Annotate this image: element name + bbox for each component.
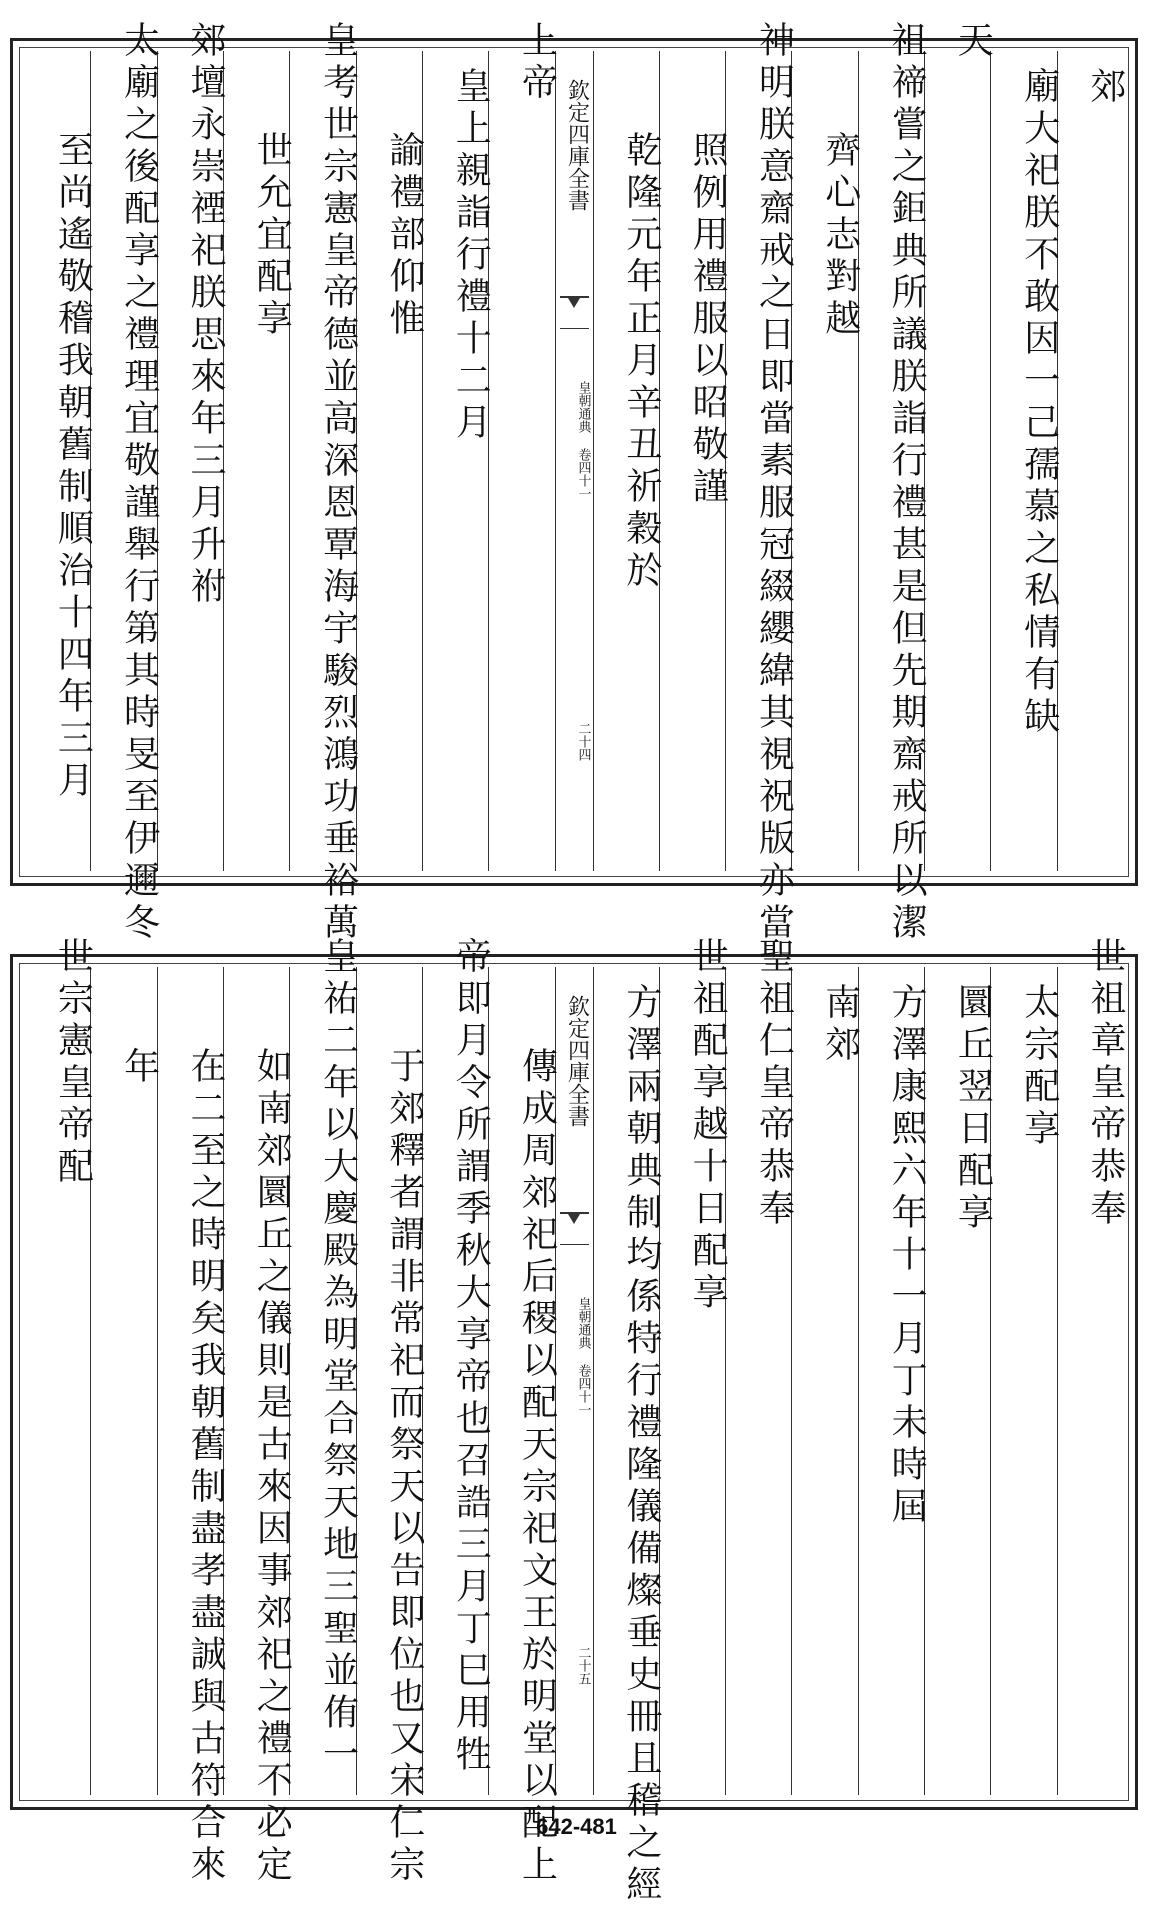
text-column: 世祖配享越十日配享 [659, 967, 725, 1795]
text-column: 諭禮部仰惟 [356, 51, 422, 871]
top-page [10, 21, 1138, 945]
text-column: 世宗憲皇帝配 [52, 937, 94, 1189]
text-column: 齊心志對越 [791, 51, 857, 871]
text-column: 于郊釋者謂非常祀而祭天以告即位也又宋仁宗 [356, 967, 422, 1795]
fishtail-mark [560, 1212, 589, 1245]
text-column: 方澤兩朝典制均係特行禮隆儀備燦垂史冊且稽之經 [593, 967, 659, 1795]
text-column: 年 [90, 967, 156, 1795]
text-column: 郊壇永崇禋祀朕思來年三月升祔 [157, 51, 223, 871]
folio-number: 二十四 [575, 722, 591, 761]
text-column: 廟大祀朕不敢因一己孺慕之私情有缺 [990, 51, 1056, 871]
text-column: 帝即月令所謂季秋大享帝也召誥三月丁巳用牲 [422, 967, 488, 1795]
text-column: 照例用禮服以昭敬謹 [659, 51, 725, 871]
page-footer-number: 642-481 [536, 1814, 617, 1839]
text-column: 乾隆元年正月辛丑祈穀於 [593, 51, 659, 871]
fold-center [555, 51, 593, 871]
fold-subtitle: 皇朝通典 卷四十一 [575, 1297, 591, 1416]
text-column: 傳成周郊祀后稷以配天宗祀文王於明堂以配上 [488, 967, 554, 1795]
fishtail-mark [560, 296, 589, 329]
text-column: 祖禘嘗之鉅典所議朕詣行禮甚是但先期齋戒所以潔 [858, 51, 924, 871]
text-column: 太廟之後配享之禮理宜敬謹舉行第其時旻至伊邇冬 [90, 51, 156, 871]
text-column: 如南郊圜丘之儀則是古來因事郊祀之禮不必定 [223, 967, 289, 1795]
text-column: 皇上親詣行禮十二月 [422, 51, 488, 871]
fold-subtitle: 皇朝通典 卷四十一 [575, 381, 591, 500]
text-column: 圜丘翌日配享 [924, 967, 990, 1795]
text-column: 在二至之時明矣我朝舊制盡孝盡誠與古符合來 [157, 967, 223, 1795]
text-column: 天 [924, 51, 990, 871]
text-column: 皇考世宗憲皇帝德並高深恩覃海宇駿烈鴻功垂裕萬 [289, 51, 355, 871]
book-title: 欽定四庫全書 [564, 995, 590, 1127]
text-column: 世祖章皇帝恭奉 [1057, 967, 1123, 1795]
text-column: 郊 [1057, 51, 1123, 871]
text-column: 皇祐二年以大慶殿為明堂合祭天地三聖並侑一 [289, 967, 355, 1795]
text-column: 南郊 [791, 967, 857, 1795]
text-column: 聖祖仁皇帝恭奉 [725, 967, 791, 1795]
text-column: 上帝 [488, 51, 554, 871]
top-columns [25, 21, 1126, 945]
text-column: 至尚遙敬稽我朝舊制順治十四年三月 [52, 131, 94, 803]
text-column: 太宗配享 [990, 967, 1056, 1795]
text-column: 方澤康熙六年十一月丁未時屆 [858, 967, 924, 1795]
text-column: 神明朕意齋戒之日即當素服冠綴纓緯其視祝版亦當 [725, 51, 791, 871]
fold-center [555, 967, 593, 1795]
text-column: 世允宜配享 [223, 51, 289, 871]
book-title: 欽定四庫全書 [564, 79, 590, 211]
folio-number: 二十五 [575, 1646, 591, 1685]
